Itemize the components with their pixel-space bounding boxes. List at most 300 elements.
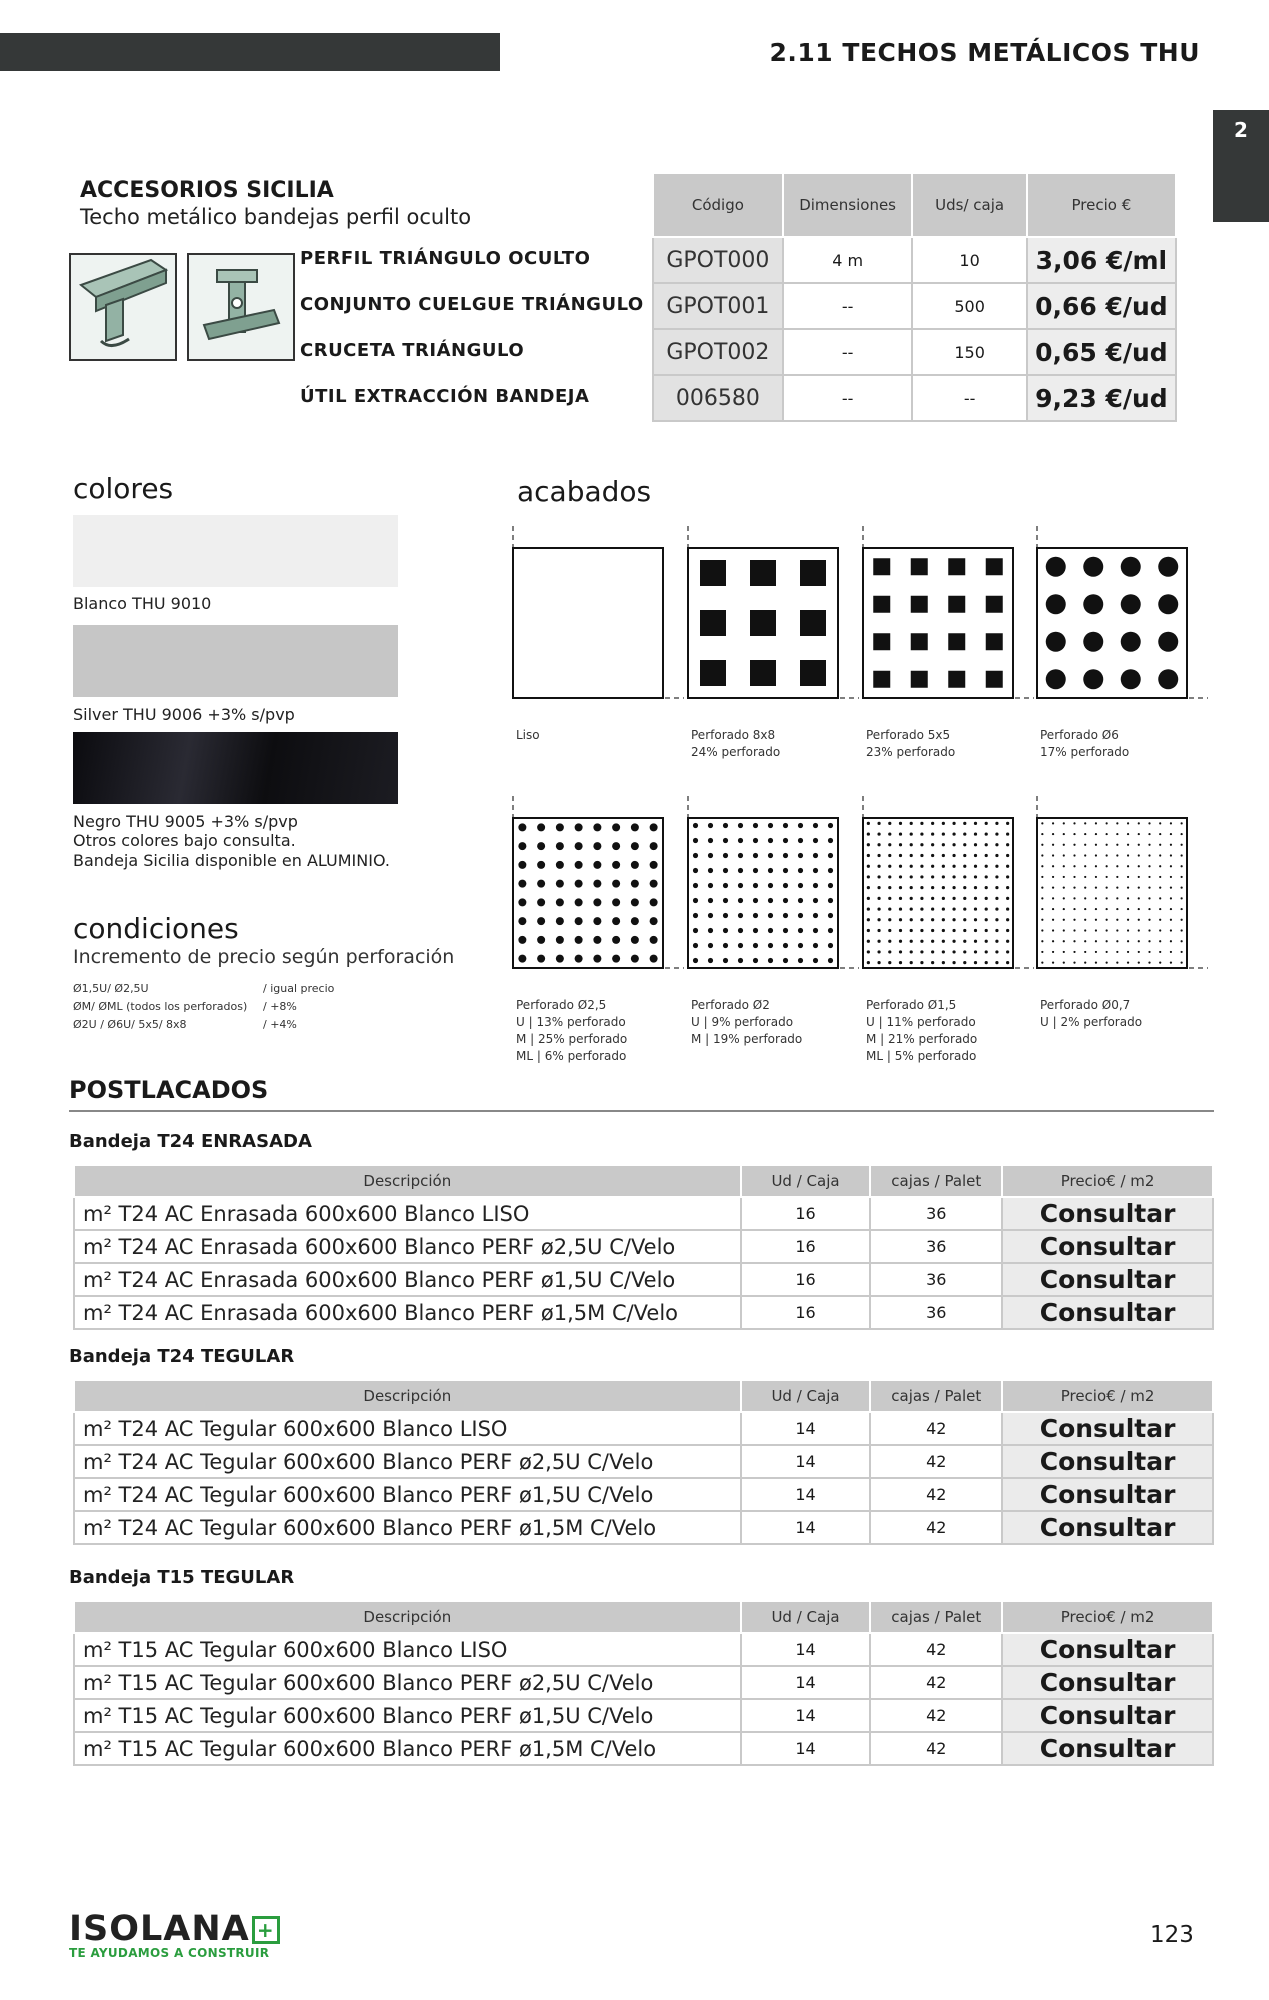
logo-text: ISOLANA <box>69 1909 250 1949</box>
perforation-hole <box>910 929 913 932</box>
perforation-hole <box>899 832 902 835</box>
hanger-image <box>187 253 295 361</box>
perforation-hole <box>723 898 728 903</box>
perforation-hole <box>963 886 966 889</box>
column-header: Precio€ / m2 <box>1002 1380 1213 1412</box>
perforation-hole <box>753 823 758 828</box>
code-cell: 006580 <box>653 375 783 421</box>
perforation-hole <box>920 929 923 932</box>
perforation-hole <box>556 823 564 831</box>
perforation-hole <box>985 865 988 868</box>
perforation-hole <box>1148 962 1150 964</box>
perforation-hole <box>1084 897 1086 899</box>
perforation-hole <box>867 918 870 921</box>
column-header: Uds/ caja <box>912 173 1026 237</box>
perforation-hole <box>1041 919 1043 921</box>
perforation-hole <box>899 875 902 878</box>
perforation-hole <box>783 928 788 933</box>
perforation-hole <box>1006 929 1009 932</box>
perforation-hole <box>1095 844 1097 846</box>
table-row <box>74 1230 1213 1263</box>
perforation-hole <box>631 898 639 906</box>
perforation-hole <box>783 823 788 828</box>
perforation-hole <box>1006 950 1009 953</box>
perforation-hole <box>575 917 583 925</box>
perforation-hole <box>942 929 945 932</box>
perforation-hole <box>1170 929 1172 931</box>
perforation-hole <box>963 897 966 900</box>
perforation-hole <box>1052 854 1054 856</box>
column-header: cajas / Palet <box>870 1601 1002 1633</box>
perforation-hole <box>899 843 902 846</box>
perforation-hole <box>612 936 620 944</box>
perforation-hole <box>952 832 955 835</box>
table-header-row <box>74 1165 1213 1197</box>
perforation-hole <box>783 868 788 873</box>
perforation-hole <box>1084 876 1086 878</box>
perforation-hole <box>1121 669 1141 689</box>
price-cell: Consultar <box>1002 1511 1213 1544</box>
perforation-hole <box>963 940 966 943</box>
finish-label <box>516 727 691 744</box>
boxes-per-pallet-cell: 42 <box>870 1699 1002 1732</box>
price-cell: Consultar <box>1002 1445 1213 1478</box>
perforation-hole <box>1148 940 1150 942</box>
perforation-hole <box>768 898 773 903</box>
perforation-hole <box>995 918 998 921</box>
perforation-hole <box>995 940 998 943</box>
profile-image <box>69 253 177 361</box>
perforation-hole <box>575 842 583 850</box>
column-header: Precio € <box>1027 173 1176 237</box>
perforation-hole <box>931 961 934 964</box>
perforation-hole <box>612 898 620 906</box>
perforation-hole <box>612 861 620 869</box>
column-header: Descripción <box>74 1380 741 1412</box>
perforation-hole <box>1106 908 1108 910</box>
perforation-hole <box>986 596 1003 613</box>
perforation-hole <box>942 822 945 825</box>
perforation-hole <box>1041 876 1043 878</box>
perforation-hole <box>888 961 891 964</box>
perforation-hole <box>1063 951 1065 953</box>
perforation-hole <box>813 943 818 948</box>
perforation-hole <box>813 853 818 858</box>
brand-logo[interactable] <box>69 1909 280 1949</box>
perforation-hole <box>1063 822 1065 824</box>
perforation-hole <box>1138 854 1140 856</box>
perforation-hole <box>910 865 913 868</box>
postlacados-table <box>73 1164 1214 1330</box>
perforation-hole <box>985 950 988 953</box>
perforation-hole <box>537 917 545 925</box>
perforation-hole <box>910 961 913 964</box>
perforation-hole <box>783 883 788 888</box>
perforation-hole <box>1116 822 1118 824</box>
perforation-hole <box>556 842 564 850</box>
perforation-hole <box>738 838 743 843</box>
perforation-hole <box>952 918 955 921</box>
perforation-hole <box>1106 897 1108 899</box>
perforation-hole <box>873 633 890 650</box>
perforation-hole <box>518 842 526 850</box>
perforation-hole <box>1084 865 1086 867</box>
perforation-hole <box>931 875 934 878</box>
perforation-hole <box>899 822 902 825</box>
perforation-hole <box>1121 632 1141 652</box>
perforation-hole <box>1063 887 1065 889</box>
perforation-hole <box>910 843 913 846</box>
perforation-hole <box>920 940 923 943</box>
perforation-hole <box>723 883 728 888</box>
perforation-hole <box>920 854 923 857</box>
perforation-hole <box>1127 865 1129 867</box>
perforation-hole <box>708 883 713 888</box>
perforation-hole <box>974 822 977 825</box>
perforation-hole <box>1127 962 1129 964</box>
perforation-hole <box>911 633 928 650</box>
perforation-hole <box>952 907 955 910</box>
finish-label-line: M | 25% perforado <box>516 1032 628 1046</box>
perforation-hole <box>556 898 564 906</box>
perforation-hole <box>911 558 928 575</box>
perforation-hole <box>920 950 923 953</box>
perforation-hole <box>783 853 788 858</box>
perforation-hole <box>575 955 583 963</box>
perforation-hole <box>1148 929 1150 931</box>
units-cell: 500 <box>912 283 1026 329</box>
finish-label-line: ML | 6% perforado <box>516 1049 627 1063</box>
perforation-hole <box>911 671 928 688</box>
perforation-hole <box>783 898 788 903</box>
perforation-hole <box>1084 822 1086 824</box>
perforation-hole <box>1148 865 1150 867</box>
boxes-per-pallet-cell: 36 <box>870 1263 1002 1296</box>
finish-label-line: M | 21% perforado <box>866 1032 978 1046</box>
perforation-hole <box>723 943 728 948</box>
perforation-hole <box>1106 865 1108 867</box>
perforation-hole <box>1148 887 1150 889</box>
column-header: Precio€ / m2 <box>1002 1601 1213 1633</box>
perforation-hole <box>899 854 902 857</box>
perforation-hole <box>1148 908 1150 910</box>
perforation-hole <box>888 897 891 900</box>
column-header: cajas / Palet <box>870 1380 1002 1412</box>
perforation-hole <box>888 886 891 889</box>
finish-perforado-5x5 <box>862 526 1037 701</box>
perforation-hole <box>873 558 890 575</box>
perforation-hole <box>1138 908 1140 910</box>
perforation-hole <box>985 843 988 846</box>
finish-perforado-0-7 <box>1036 796 1211 971</box>
perforation-hole <box>1148 854 1150 856</box>
header-bar <box>0 33 500 71</box>
table-header-row <box>653 173 1176 237</box>
perforation-hole <box>1116 887 1118 889</box>
perforation-hole <box>612 880 620 888</box>
perforation-hole <box>798 853 803 858</box>
code-cell: GPOT000 <box>653 237 783 283</box>
accessory-name: CONJUNTO CUELGUE TRIÁNGULO <box>300 294 644 315</box>
perforation-hole <box>1127 833 1129 835</box>
perforation-hole <box>828 958 833 963</box>
table-row <box>74 1296 1213 1329</box>
units-per-box-cell: 14 <box>741 1511 871 1544</box>
column-header: Descripción <box>74 1165 741 1197</box>
perforation-hole <box>1095 833 1097 835</box>
perforation-hole <box>1046 632 1066 652</box>
finish-label <box>691 727 866 761</box>
postlacados-table <box>73 1600 1214 1766</box>
perforation-hole <box>985 940 988 943</box>
perforation-hole <box>556 917 564 925</box>
description-cell: m² T24 AC Enrasada 600x600 Blanco LISO <box>74 1197 741 1230</box>
perforation-hole <box>631 917 639 925</box>
perforation-hole <box>798 958 803 963</box>
chapter-tab[interactable]: 2 <box>1213 110 1269 222</box>
table-row <box>653 329 1176 375</box>
perforation-hole <box>985 854 988 857</box>
perforation-hole <box>931 897 934 900</box>
perforation-hole <box>1158 669 1178 689</box>
units-per-box-cell: 14 <box>741 1445 871 1478</box>
finish-label <box>866 997 1041 1065</box>
perforation-hole <box>867 940 870 943</box>
perforation-hole <box>750 660 776 686</box>
perforation-hole <box>910 854 913 857</box>
perforation-hole <box>1159 876 1161 878</box>
perforation-hole <box>1138 844 1140 846</box>
perforation-hole <box>1138 865 1140 867</box>
section-title: 2.11 TECHOS METÁLICOS THU <box>769 38 1200 67</box>
perforation-hole <box>593 842 601 850</box>
perforation-hole <box>974 843 977 846</box>
perforation-hole <box>1148 919 1150 921</box>
perforation-hole <box>631 880 639 888</box>
perforation-hole <box>888 854 891 857</box>
accessory-name: PERFIL TRIÁNGULO OCULTO <box>300 248 591 269</box>
units-cell: 10 <box>912 237 1026 283</box>
perforation-hole <box>985 929 988 932</box>
perforation-hole <box>1116 908 1118 910</box>
perforation-hole <box>910 950 913 953</box>
perforation-hole <box>1138 822 1140 824</box>
perforation-hole <box>920 897 923 900</box>
perforation-hole <box>1170 876 1172 878</box>
table-row <box>74 1412 1213 1445</box>
perforation-hole <box>888 918 891 921</box>
price-cell: Consultar <box>1002 1666 1213 1699</box>
perforation-hole <box>867 961 870 964</box>
perforation-hole <box>1116 940 1118 942</box>
perforation-hole <box>1170 908 1172 910</box>
perforation-hole <box>963 907 966 910</box>
perforation-hole <box>537 823 545 831</box>
perforation-hole <box>888 940 891 943</box>
perforation-hole <box>1041 897 1043 899</box>
perforation-hole <box>985 875 988 878</box>
column-header: cajas / Palet <box>870 1165 1002 1197</box>
perforation-hole <box>1084 962 1086 964</box>
perforation-hole <box>1106 887 1108 889</box>
perforation-hole <box>963 929 966 932</box>
perforation-hole <box>985 822 988 825</box>
perforation-hole <box>1116 876 1118 878</box>
perforation-hole <box>1006 832 1009 835</box>
perforation-hole <box>867 875 870 878</box>
perforation-hole <box>693 913 698 918</box>
table-row <box>74 1511 1213 1544</box>
perforation-hole <box>942 907 945 910</box>
perforation-hole <box>985 907 988 910</box>
perforation-hole <box>952 843 955 846</box>
perforation-hole <box>1170 833 1172 835</box>
boxes-per-pallet-cell: 42 <box>870 1633 1002 1666</box>
perforation-hole <box>1181 865 1183 867</box>
perforation-hole <box>986 558 1003 575</box>
perforation-hole <box>1148 876 1150 878</box>
perforation-hole <box>963 918 966 921</box>
perforation-hole <box>593 936 601 944</box>
perforation-hole <box>877 832 880 835</box>
finish-label <box>866 727 1041 761</box>
perforation-hole <box>700 610 726 636</box>
perforation-hole <box>1138 940 1140 942</box>
perforation-hole <box>1006 865 1009 868</box>
perforation-hole <box>963 843 966 846</box>
perforation-hole <box>1006 897 1009 900</box>
perforation-hole <box>1063 908 1065 910</box>
perforation-hole <box>723 823 728 828</box>
perforation-hole <box>693 823 698 828</box>
perforation-hole <box>948 558 965 575</box>
perforation-hole <box>1046 669 1066 689</box>
perforation-hole <box>1148 833 1150 835</box>
perforation-hole <box>899 897 902 900</box>
perforation-hole <box>693 868 698 873</box>
boxes-per-pallet-cell: 36 <box>870 1230 1002 1263</box>
perforation-hole <box>575 898 583 906</box>
perforation-hole <box>1159 887 1161 889</box>
perforation-hole <box>708 898 713 903</box>
table-row <box>653 237 1176 283</box>
perforation-hole <box>1158 594 1178 614</box>
perforation-hole <box>650 898 658 906</box>
perforation-hole <box>931 940 934 943</box>
perforation-hole <box>1181 929 1183 931</box>
perforation-hole <box>783 943 788 948</box>
perforation-hole <box>813 928 818 933</box>
perforation-hole <box>920 865 923 868</box>
finish-perforado-8x8 <box>687 526 862 701</box>
perforation-hole <box>798 928 803 933</box>
perforation-hole <box>1083 557 1103 577</box>
perforation-hole <box>888 950 891 953</box>
perforation-hole <box>1170 897 1172 899</box>
perforation-hole <box>986 671 1003 688</box>
perforation-hole <box>1181 833 1183 835</box>
perforation-hole <box>1084 940 1086 942</box>
perforation-hole <box>798 838 803 843</box>
perforation-hole <box>723 838 728 843</box>
condition-value: / +8% <box>263 1000 297 1013</box>
perforation-hole <box>518 823 526 831</box>
perforation-hole <box>612 955 620 963</box>
perforation-hole <box>1121 594 1141 614</box>
perforation-hole <box>1006 822 1009 825</box>
table-row <box>74 1699 1213 1732</box>
description-cell: m² T24 AC Enrasada 600x600 Blanco PERF ø1,5U C/Velo <box>74 1263 741 1296</box>
perforation-hole <box>910 832 913 835</box>
finish-label-line: 24% perforado <box>691 745 781 759</box>
perforation-hole <box>1138 876 1140 878</box>
perforation-hole <box>828 823 833 828</box>
condition-value: / +4% <box>263 1018 297 1031</box>
description-cell: m² T24 AC Enrasada 600x600 Blanco PERF ø1,5M C/Velo <box>74 1296 741 1329</box>
perforation-hole <box>650 823 658 831</box>
units-per-box-cell: 14 <box>741 1666 871 1699</box>
finishes-heading: acabados <box>517 475 652 508</box>
perforation-hole <box>518 861 526 869</box>
perforation-hole <box>1159 844 1161 846</box>
perforation-hole <box>985 897 988 900</box>
perforation-hole <box>1158 557 1178 577</box>
finish-label-line: 23% perforado <box>866 745 956 759</box>
perforation-hole <box>899 865 902 868</box>
perforation-hole <box>518 880 526 888</box>
perforation-hole <box>556 861 564 869</box>
perforation-hole <box>1073 908 1075 910</box>
perforation-hole <box>877 875 880 878</box>
perforation-hole <box>1073 940 1075 942</box>
perforation-hole <box>877 865 880 868</box>
finish-label-line: M | 19% perforado <box>691 1032 803 1046</box>
perforation-hole <box>708 868 713 873</box>
perforation-hole <box>1158 632 1178 652</box>
perforation-hole <box>952 897 955 900</box>
group-title: Bandeja T24 ENRASADA <box>69 1131 312 1152</box>
perforation-hole <box>1170 844 1172 846</box>
perforation-hole <box>768 943 773 948</box>
perforation-hole <box>1095 919 1097 921</box>
perforation-hole <box>708 943 713 948</box>
perforation-hole <box>867 897 870 900</box>
perforation-hole <box>888 843 891 846</box>
perforation-hole <box>1095 908 1097 910</box>
triangle-profile-icon <box>71 255 175 359</box>
perforation-hole <box>537 898 545 906</box>
perforation-hole <box>813 898 818 903</box>
perforation-hole <box>700 560 726 586</box>
perforation-hole <box>948 596 965 613</box>
perforation-hole <box>575 823 583 831</box>
perforation-hole <box>556 880 564 888</box>
perforation-hole <box>995 907 998 910</box>
perforation-hole <box>1006 843 1009 846</box>
finish-label <box>1040 997 1215 1031</box>
perforation-hole <box>1084 854 1086 856</box>
perforation-hole <box>1116 897 1118 899</box>
perforation-hole <box>1041 822 1043 824</box>
perforation-hole <box>1181 919 1183 921</box>
column-header: Descripción <box>74 1601 741 1633</box>
perforation-hole <box>828 898 833 903</box>
perforation-hole <box>1159 919 1161 921</box>
perforation-hole <box>1159 929 1161 931</box>
perforation-hole <box>1046 557 1066 577</box>
perforation-hole <box>952 929 955 932</box>
boxes-per-pallet-cell: 42 <box>870 1732 1002 1765</box>
